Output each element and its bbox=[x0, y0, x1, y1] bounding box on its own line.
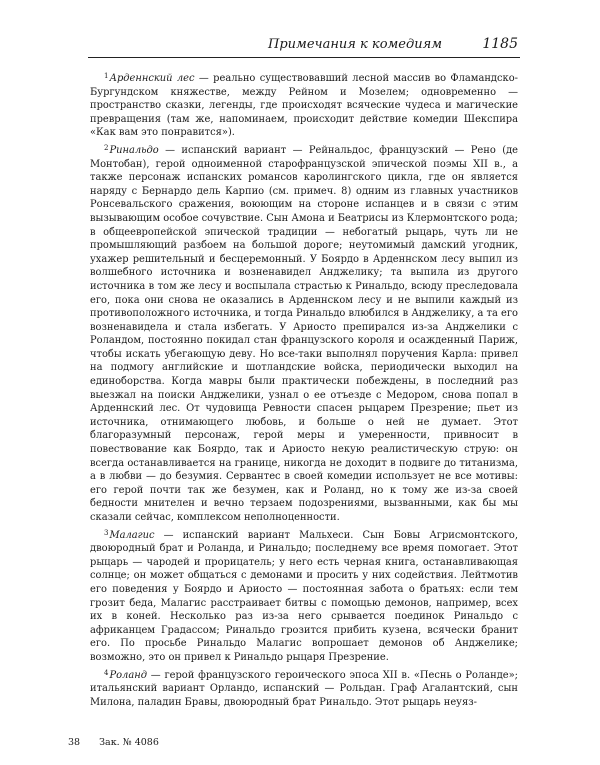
note-text: — испанский вариант — Рейнальдос, французский — Рено (де Монтобан), герой одноименной старофранцузской эпической поэмы XII в., а также персонаж испанских романсов каролингского цикла, где он является наряду с Бернардо дель Карпио (см. примеч. 8) одним из главных участников Ронсевальского сражения, воюющим на стороне испанцев и в связи с этим вызывающим особое сочувствие. Сын Амона и Беатрисы из Клермонтского рода; в общеевропейской эпической традиции — небогатый рыцарь, чуть ли не промышляющий разбоем на большой дороге; неутомимый дамский угодник, ухажер решительный и бесцеремонный. У Боярдо в Арденнском лесу выпил из волшебного источника и возненавидел Анджелику; та выпила из другого источника в том же лесу и воспылала страстью к Ринальдо, всюду преследовала его, пока они снова не оказались в Арденнском лесу и не выпили каждый из противоположного источника, и тогда Ринальдо влюбился в Анджелику, а та его возненавидела и стала избегать. У Ариосто препирался из-за Анджелики с Роландом, постоянно покидал стан французского короля и осажденный Париж, чтобы искать убегающую деву. Но все-таки выполнял поручения Карла: привел на подмогу английские и шотландские войска, периодически выходил на единоборства. Когда мавры были практически побеждены, в последний раз выезжал на поиски Анджелики, узнал о ее отъезде с Медором, снова попал в Арденнский лес. От чудовища Ревности спасен рыцарем Презрение; пьет из источника, отнимающего любовь, и больше о ней не думает. Этот благоразумный персонаж, герой меры и умеренности, привносит в повествование как Боярдо, так и Ариосто некую реалистическую струю: он всегда останавливается на границе, никогда не доходит в подвиге до титанизма, а в любви — до безумия. Сервантес в своей комедии использует не все мотивы: его герой почти так же безумен, как и Роланд, но к тому же из-за своей бедности мнителен и вечно терзаем подозрениями, вызванными, как бы мы сказали сейчас, комплексом неполноценности. bbox=[90, 144, 518, 523]
note-number: 1 bbox=[104, 72, 109, 80]
notes-body bbox=[90, 70, 518, 711]
note-number: 4 bbox=[104, 668, 109, 677]
note-3 bbox=[90, 527, 518, 665]
note-4 bbox=[90, 667, 518, 710]
note-text: — испанский вариант Мальхеси. Сын Бовы Агрисмонтского, двоюродный брат и Роланда, и Ринальдо; последнему все время помогает. Этот рыцарь — чародей и прорицатель; у него есть черная книга, останавливающая солнце; он может общаться с демонами и просить у них содействия. Лейтмотив его поведения у Боярдо и Ариосто — постоянная забота о братьях: если тем грозит беда, Малагис расстраивает битвы с помощью демонов, например, всех их в коней. Несколько раз из-за него срывается поединок Ринальдо с африканцем Градассом; Ринальдо грозится прибить кузена, всячески бранит его. По просьбе Ринальдо Малагис вопрошает демонов об Анджелике; возможно, это он привел к Ринальдо рыцаря Презрение. bbox=[90, 529, 518, 663]
note-2 bbox=[90, 142, 518, 525]
running-header bbox=[88, 33, 520, 55]
note-term: Ринальдо bbox=[109, 144, 159, 156]
page-number: 1185 bbox=[482, 36, 518, 52]
note-number: 3 bbox=[104, 528, 109, 537]
header-rule bbox=[88, 57, 520, 58]
signature-mark: 38 bbox=[68, 737, 81, 748]
note-text: — реально существовавший лесной массив во Фламандско-Бургундском княжестве, между Рейном и Мозелем; одновременно — пространство сказки, легенды, где происходят всяческие чудеса и магические превращения (там же, напоминаем, происходит действие комедии Шекспира «Как вам это понравится»). bbox=[90, 73, 518, 139]
note-number: 2 bbox=[104, 143, 109, 152]
header-title: Примечания к комедиям bbox=[268, 37, 442, 52]
note-text: — герой французского героического эпоса XII в. «Песнь о Роланде»; итальянский вариант Орландо, испанский — Рольдан. Граф Агалантский, сын Милона, паладин Бравы, двоюродный брат Ринальдо. Этот рыцарь неуяз- bbox=[90, 669, 518, 708]
note-term: Малагис bbox=[109, 529, 155, 541]
note-1 bbox=[90, 70, 518, 140]
note-term: Арденнский лес bbox=[109, 73, 195, 84]
note-term: Роланд bbox=[109, 669, 147, 681]
order-number: Зак. № 4086 bbox=[99, 737, 159, 748]
printer-footer bbox=[68, 737, 175, 748]
